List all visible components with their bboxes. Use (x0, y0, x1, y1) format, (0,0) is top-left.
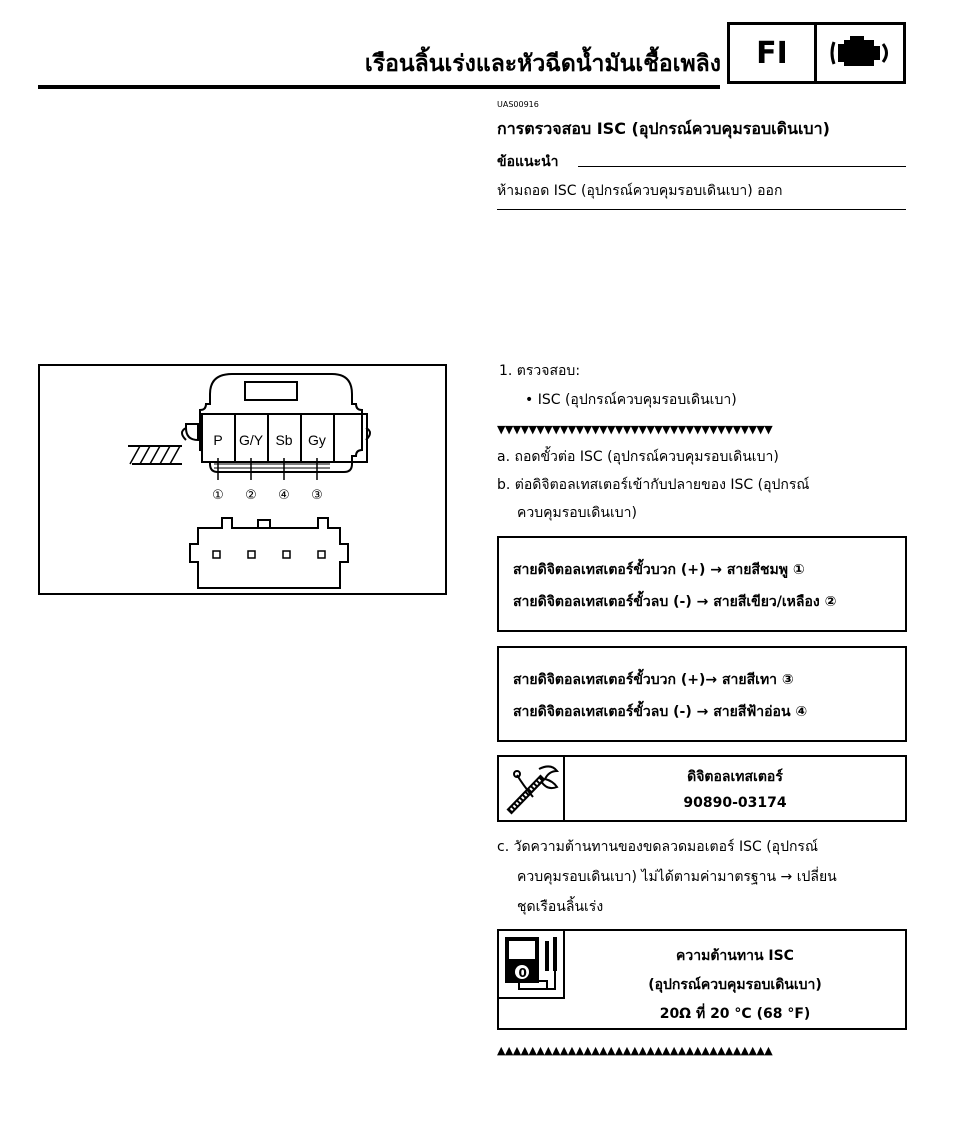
note-text: ห้ามถอด ISC (อุปกรณ์ควบคุมรอบเดินเบา) ออก (497, 183, 783, 199)
section-code: UAS00916 (497, 100, 539, 109)
connection-2-line-2: สายดิจิตอลเทสเตอร์ขั้วลบ (-) → สายสีฟ้าอ่อน ④ (513, 704, 808, 720)
tool-name: ดิจิตอลเทสเตอร์ (687, 769, 783, 785)
multimeter-icon (499, 931, 565, 999)
note-rule (578, 166, 906, 167)
step-c-line2: ควบคุมรอบเดินเบา) ไม่ได้ตามค่ามาตรฐาน → เปลี่ยน (517, 869, 837, 885)
connector-figure (38, 364, 447, 595)
step-b-line2: ควบคุมรอบเดินเบา) (517, 505, 637, 521)
section-code-badge: FI (727, 22, 817, 84)
tool-icon (499, 757, 565, 820)
step-c-line1: c. วัดความต้านทานของขดลวดมอเตอร์ ISC (อุปกรณ์ (497, 839, 818, 855)
spec-line-2: (อุปกรณ์ควบคุมรอบเดินเบา) (648, 977, 822, 993)
spec-value: 20Ω ที่ 20 °C (68 °F) (659, 1006, 811, 1022)
step-1: 1. ตรวจสอบ: (499, 363, 581, 379)
tool-box (497, 755, 907, 822)
callout-3: ③ (311, 488, 323, 503)
spec-box (497, 929, 907, 1030)
pin-label-sb: Sb (275, 432, 293, 448)
callout-4: ④ (278, 488, 290, 503)
header-rule (38, 85, 720, 89)
step-c-line3: ชุดเรือนลิ้นเร่ง (517, 899, 604, 915)
callout-2: ② (245, 488, 257, 503)
callout-1: ① (212, 488, 224, 503)
step-a: a. ถอดขั้วต่อ ISC (อุปกรณ์ควบคุมรอบเดินเบา) (497, 449, 779, 465)
connection-2-line-1: สายดิจิตอลเทสเตอร์ขั้วบวก (+)→ สายสีเทา ③ (513, 672, 794, 688)
engine-icon (817, 22, 906, 84)
note-label: ข้อแนะนำ (497, 154, 559, 170)
section-title: การตรวจสอบ ISC (อุปกรณ์ควบคุมรอบเดินเบา) (497, 119, 830, 138)
spec-line-1: ความต้านทาน ISC (676, 948, 794, 964)
pin-label-gray: Gy (308, 432, 326, 448)
connection-box-2 (497, 646, 907, 742)
procedure-end-marker: ▲▲▲▲▲▲▲▲▲▲▲▲▲▲▲▲▲▲▲▲▲▲▲▲▲▲▲▲▲▲▲▲▲▲▲ (497, 1045, 773, 1057)
step-1-bullet: • ISC (อุปกรณ์ควบคุมรอบเดินเบา) (525, 392, 737, 408)
pin-label-gy: G/Y (238, 432, 264, 448)
connection-1-line-1: สายดิจิตอลเทสเตอร์ขั้วบวก (+) → สายสีชมพู ① (513, 562, 805, 578)
pin-label-p: P (213, 432, 223, 448)
procedure-start-marker: ▼▼▼▼▼▼▼▼▼▼▼▼▼▼▼▼▼▼▼▼▼▼▼▼▼▼▼▼▼▼▼▼▼▼▼ (497, 424, 773, 436)
connection-box-1 (497, 536, 907, 632)
page-title: เรือนลิ้นเร่งและหัวฉีดน้ำมันเชื้อเพลิง (364, 50, 721, 77)
note-bottom-rule (497, 209, 906, 210)
connection-1-line-2: สายดิจิตอลเทสเตอร์ขั้วลบ (-) → สายสีเขียว/เหลือง ② (513, 594, 837, 610)
step-b-line1: b. ต่อดิจิตอลเทสเตอร์เข้ากับปลายของ ISC (อุปกรณ์ (497, 477, 810, 493)
svg-text:0: 0 (518, 966, 527, 980)
tool-part-number: 90890-03174 (683, 795, 787, 811)
